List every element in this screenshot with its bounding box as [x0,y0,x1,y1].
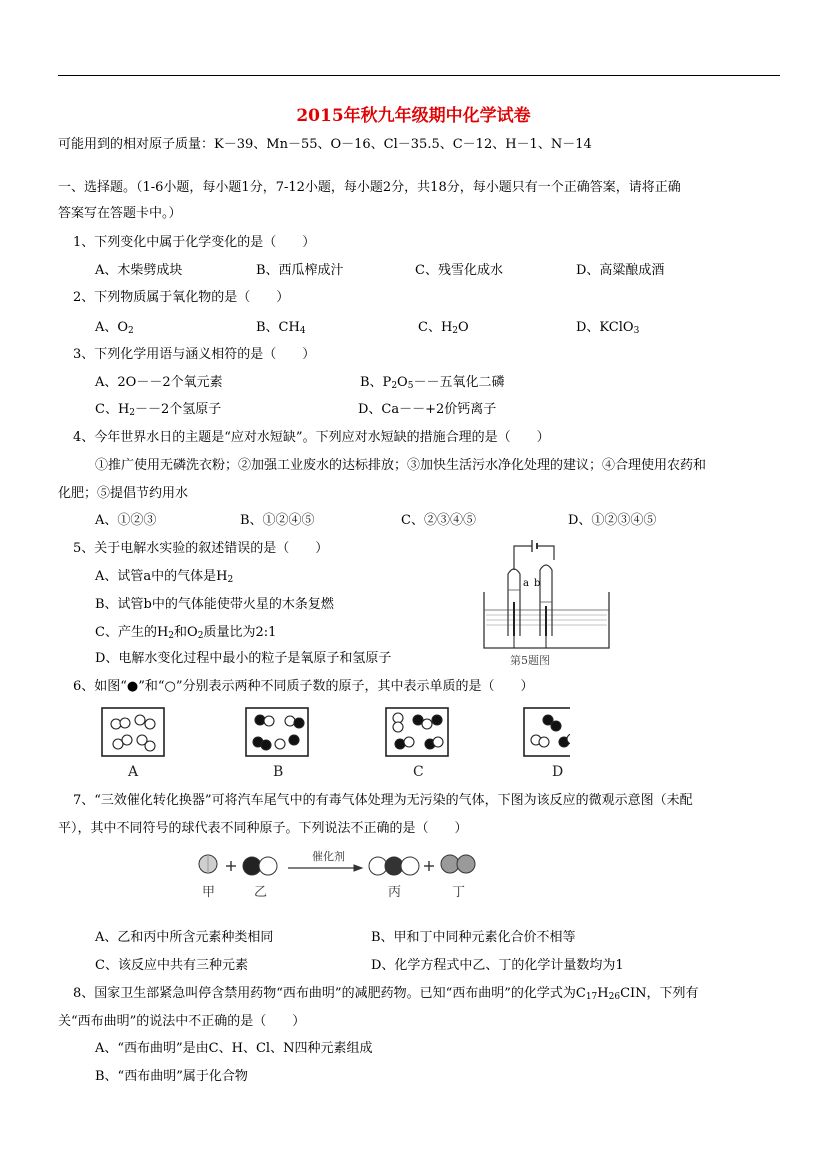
section-heading-line1: 一、选择题。（1-6小题，每小题1分，7-12小题，每小题2分，共18分，每小题只有一个正确答案，请将正确 [58,180,681,195]
q5-option-a: A、试管a中的气体是$H_2$ [95,569,234,585]
q2-stem: 2、下列物质属于氧化物的是（ ） [73,290,290,305]
q4-option-b: B、①②④⑤ [240,513,315,528]
q3-option-a: A、2O－－2个氧元素 [95,375,223,390]
q3-stem: 3、下列化学用语与涵义相符的是（ ） [73,347,316,362]
q5-option-c: C、产生的$H_2$和$O_2$质量比为2:1 [95,625,277,641]
species-ding: 丁 [452,885,466,900]
q7-option-a: A、乙和丙中所含元素种类相同 [95,930,274,945]
q8-option-b: B、“西布曲明”属于化合物 [95,1069,248,1084]
q1-option-d: D、高粱酿成酒 [576,263,665,278]
q8-stem-line1: 8、国家卫生部紧急叫停含禁用药物“西布曲明”的减肥药物。已知“西布曲明”的化学式为$C_{17}H_{26}CIN$，下列有 [73,986,699,1002]
q7-option-b: B、甲和丁中同种元素化合价不相等 [371,930,576,945]
fig5-caption: 第5题图 [510,654,550,667]
q8-option-a: A、“西布曲明”是由C、H、Cl、N四种元素组成 [95,1041,373,1056]
q4-option-c: C、②③④⑤ [401,513,476,528]
q4-measures-line2: 化肥；⑤提倡节约用水 [58,486,189,501]
exam-title: 2015年秋九年级期中化学试卷 [296,106,531,126]
q7-reaction-figure [182,846,492,906]
q5-option-b: B、试管b中的气体能使带火星的木条复燃 [95,597,334,612]
q4-stem: 4、今年世界水日的主题是“应对水短缺”。下列应对水短缺的措施合理的是（ ） [73,430,550,445]
q5-option-d: D、电解水变化过程中最小的粒子是氧原子和氢原子 [95,651,392,666]
q1-option-a: A、木柴劈成块 [95,263,183,278]
q4-option-a: A、①②③ [95,513,157,528]
species-bing: 丙 [388,885,402,900]
tube-label-a: a [523,578,529,589]
q6-stem: 6、如图“●”和“○”分别表示两种不同质子数的原子，其中表示单质的是（ ） [73,679,534,694]
q1-stem: 1、下列变化中属于化学变化的是（ ） [73,235,316,250]
q4-option-d: D、①②③④⑤ [568,513,657,528]
q7-stem-line1: 7、“三效催化转化换器”可将汽车尾气中的有毒气体处理为无污染的气体，下图为该反应的微观示意图（未配 [73,793,693,808]
atomic-masses-line: 可能用到的相对原子质量：K－39、Mn－55、O－16、Cl－35.5、C－12、H－1、N－14 [58,137,592,152]
q7-option-d: D、化学方程式中乙、丁的化学计量数均为1 [371,958,624,973]
q6-label-c: C [413,764,424,780]
section-heading-line2: 答案写在答题卡中。） [58,206,182,221]
q7-stem-line2: 平），其中不同符号的球代表不同种原子。下列说法不正确的是（ ） [58,821,468,836]
q1-option-b: B、西瓜榨成汁 [256,263,344,278]
catalyst-label: 催化剂 [312,850,345,863]
q3-option-b: B、$P_2O_5--$五氧化二磷 [360,375,505,391]
q2-option-a: A、$O_2$ [95,320,134,336]
q6-particle-figure [100,706,570,782]
q7-option-c: C、该反应中共有三种元素 [95,958,248,973]
q2-option-d: D、KClO$_3$ [576,320,640,336]
header-rule [58,75,780,76]
tube-label-b: b [534,578,541,589]
q4-measures-line1: ①推广使用无磷洗衣粉；②加强工业废水的达标排放；③加快生活污水净化处理的建议；④合理使用农药和 [95,458,707,473]
q3-option-c: C、$H_2--2$个氢原子 [95,402,222,418]
q1-option-c: C、残雪化成水 [415,263,503,278]
q3-option-d: D、Ca－－+2价钙离子 [358,402,497,417]
q5-stem: 5、关于电解水实验的叙述错误的是（ ） [73,541,329,556]
electrolysis-figure [474,540,634,670]
q2-option-b: B、$CH_4$ [256,320,306,336]
q6-label-a: A [128,764,139,780]
q8-stem-line2: 关“西布曲明”的说法中不正确的是（ ） [58,1014,306,1029]
q6-label-b: B [273,764,284,780]
species-jia: 甲 [202,885,216,900]
q2-option-c: C、$H_2O$ [418,320,469,336]
q6-label-d: D [552,764,564,780]
species-yi: 乙 [254,885,268,900]
